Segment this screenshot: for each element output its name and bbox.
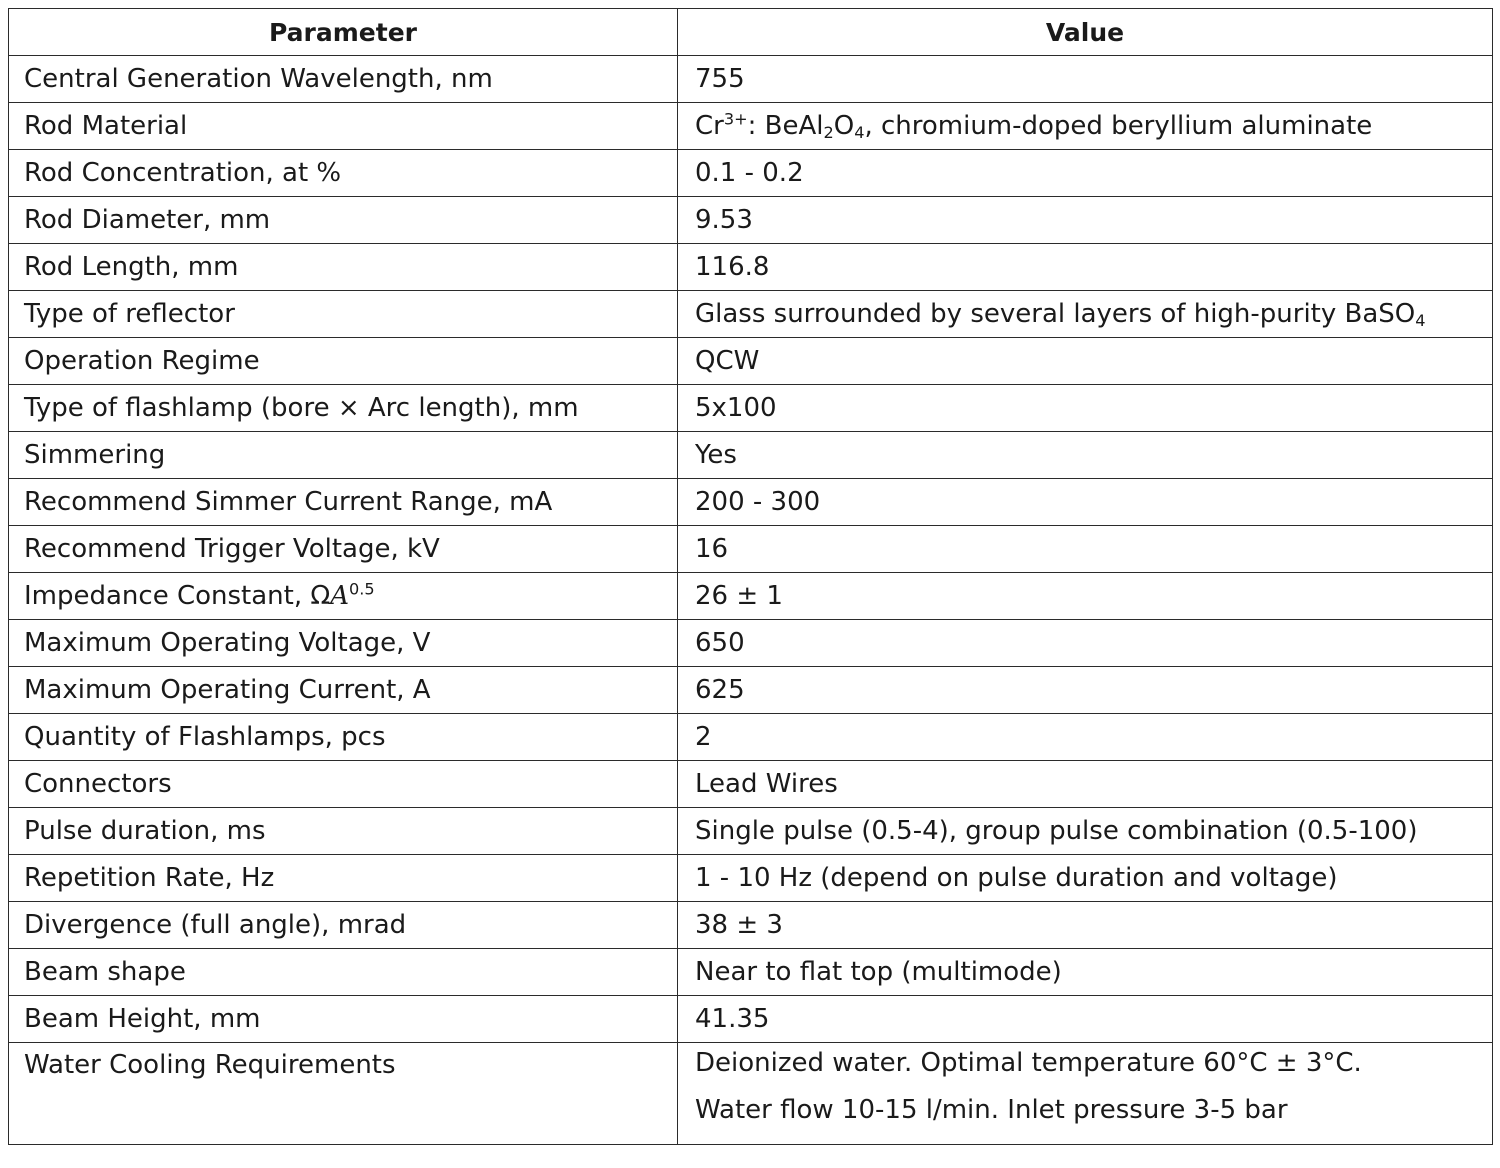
param-cell: Operation Regime: [9, 338, 678, 385]
table-row: [9, 526, 1493, 573]
param-cell: Rod Concentration, at %: [9, 150, 678, 197]
param-cell: Recommend Simmer Current Range, mA: [9, 479, 678, 526]
param-cell: Connectors: [9, 761, 678, 808]
table-row: [9, 1043, 1493, 1145]
table-row: [9, 103, 1493, 150]
table-row: [9, 996, 1493, 1043]
value-cell: 26 ± 1: [678, 573, 1493, 620]
value-cell: 16: [678, 526, 1493, 573]
param-text: Impedance Constant, Ω: [24, 581, 331, 611]
table-row: [9, 808, 1493, 855]
value-cell: Yes: [678, 432, 1493, 479]
param-cell: Maximum Operating Voltage, V: [9, 620, 678, 667]
param-cell: Type of reflector: [9, 291, 678, 338]
value-cell: [678, 1043, 1493, 1145]
param-cell: Rod Length, mm: [9, 244, 678, 291]
value-cell: 650: [678, 620, 1493, 667]
table-row: [9, 56, 1493, 103]
param-cell: Water Cooling Requirements: [9, 1043, 678, 1145]
value-cell: 625: [678, 667, 1493, 714]
param-cell: [9, 573, 678, 620]
value-cell: QCW: [678, 338, 1493, 385]
param-cell: Beam shape: [9, 949, 678, 996]
param-cell: Simmering: [9, 432, 678, 479]
table-row: [9, 902, 1493, 949]
value-cell: [678, 103, 1493, 150]
value-text: : BeAl: [747, 111, 824, 141]
superscript: 3+: [723, 109, 748, 129]
param-cell: Quantity of Flashlamps, pcs: [9, 714, 678, 761]
table-header-row: [9, 9, 1493, 56]
subscript: 4: [1415, 311, 1426, 331]
value-cell: 38 ± 3: [678, 902, 1493, 949]
value-cell: 200 - 300: [678, 479, 1493, 526]
param-cell: Rod Diameter, mm: [9, 197, 678, 244]
value-cell: Lead Wires: [678, 761, 1493, 808]
table-row: [9, 432, 1493, 479]
param-cell: Recommend Trigger Voltage, kV: [9, 526, 678, 573]
table-row: [9, 761, 1493, 808]
value-cell: 0.1 - 0.2: [678, 150, 1493, 197]
param-cell: Repetition Rate, Hz: [9, 855, 678, 902]
param-cell: Rod Material: [9, 103, 678, 150]
value-line: Deionized water. Optimal temperature 60°C ± 3°C.: [695, 1048, 1362, 1078]
value-cell: 9.53: [678, 197, 1493, 244]
value-cell: 41.35: [678, 996, 1493, 1043]
subscript: 4: [854, 123, 865, 143]
superscript: 0.5: [349, 579, 375, 599]
subscript: 2: [823, 123, 834, 143]
header-parameter: Parameter: [9, 9, 678, 56]
value-cell: 1 - 10 Hz (depend on pulse duration and voltage): [678, 855, 1493, 902]
table-row: [9, 714, 1493, 761]
value-line: Water flow 10-15 l/min. Inlet pressure 3-5 bar: [695, 1095, 1288, 1125]
table-row: [9, 291, 1493, 338]
param-cell: Pulse duration, ms: [9, 808, 678, 855]
value-cell: Single pulse (0.5-4), group pulse combination (0.5-100): [678, 808, 1493, 855]
table-row: [9, 197, 1493, 244]
value-text: O: [833, 111, 855, 141]
value-cell: 116.8: [678, 244, 1493, 291]
param-cell: Maximum Operating Current, A: [9, 667, 678, 714]
param-cell: Divergence (full angle), mrad: [9, 902, 678, 949]
table-row: [9, 620, 1493, 667]
param-cell: Central Generation Wavelength, nm: [9, 56, 678, 103]
value-cell: 5x100: [678, 385, 1493, 432]
math-variable: A: [330, 581, 350, 611]
value-cell: 2: [678, 714, 1493, 761]
table-row: [9, 855, 1493, 902]
value-cell: Near to flat top (multimode): [678, 949, 1493, 996]
table-row: [9, 573, 1493, 620]
table-row: [9, 385, 1493, 432]
table-row: [9, 150, 1493, 197]
value-cell: [678, 291, 1493, 338]
table-row: [9, 244, 1493, 291]
spec-table: [8, 8, 1493, 1145]
table-row: [9, 479, 1493, 526]
header-value: Value: [678, 9, 1493, 56]
table-row: [9, 338, 1493, 385]
param-cell: Type of flashlamp (bore × Arc length), mm: [9, 385, 678, 432]
value-text: , chromium-doped beryllium aluminate: [864, 111, 1373, 141]
value-text: Cr: [695, 111, 724, 141]
param-cell: Beam Height, mm: [9, 996, 678, 1043]
value-cell: 755: [678, 56, 1493, 103]
table-row: [9, 949, 1493, 996]
value-text: Glass surrounded by several layers of high-purity BaSO: [695, 299, 1416, 329]
table-row: [9, 667, 1493, 714]
